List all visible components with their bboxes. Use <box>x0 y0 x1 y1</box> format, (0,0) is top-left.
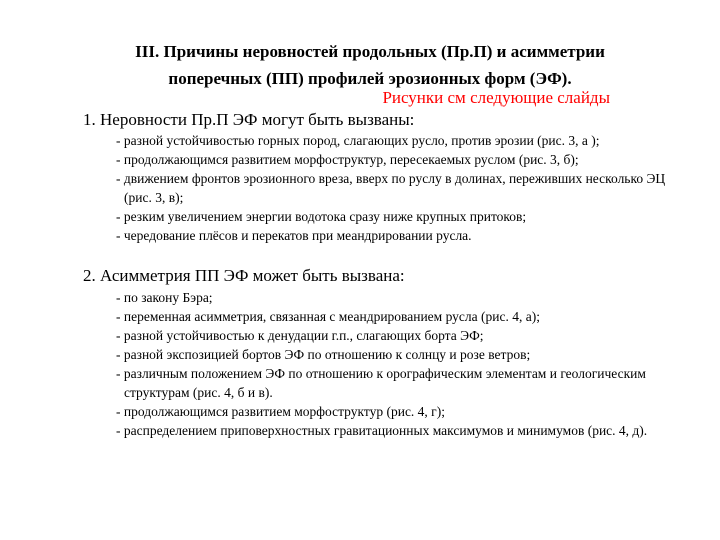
section-1-list <box>116 131 696 245</box>
list-item: - переменная асимметрия, связанная с меандрированием русла (рис. 4, а); <box>116 309 540 324</box>
section-1-heading: 1. Неровности Пр.П ЭФ могут быть вызваны: <box>83 110 415 129</box>
section-2-list <box>116 288 696 440</box>
list-item: - резким увеличением энергии водотока сразу ниже крупных притоков; <box>116 209 527 224</box>
slide-title <box>60 38 680 92</box>
list-item: - продолжающимся развитием морфоструктур (рис. 4, г); <box>116 404 445 419</box>
list-item: - движением фронтов эрозионного вреза, вверх по руслу в долинах, переживших несколько ЭЦ (рис. 3, в); <box>116 171 669 205</box>
list-item: - различным положением ЭФ по отношению к орографическим элементам и геологическим структурам (рис. 4, б и в). <box>116 366 650 400</box>
list-item: - по закону Бэра; <box>116 290 213 305</box>
section-2-heading: 2. Асимметрия ПП ЭФ может быть вызвана: <box>83 266 405 285</box>
list-item: - разной экспозицией бортов ЭФ по отношению к солнцу и розе ветров; <box>116 347 531 362</box>
title-line-2: поперечных (ПП) профилей эрозионных форм (ЭФ). <box>168 69 572 88</box>
title-line-1: III. Причины неровностей продольных (Пр.П) и асимметрии <box>135 42 605 61</box>
list-item: - продолжающимся развитием морфоструктур, пересекаемых руслом (рис. 3, б); <box>116 152 579 167</box>
list-item: - разной устойчивостью горных пород, слагающих русло, против эрозии (рис. 3, а ); <box>116 133 600 148</box>
slide-subtitle: Рисунки см следующие слайды <box>382 88 610 107</box>
list-item: - разной устойчивостью к денудации г.п., слагающих борта ЭФ; <box>116 328 484 343</box>
list-item: - распределением приповерхностных гравитационных максимумов и минимумов (рис. 4, д). <box>116 423 648 438</box>
list-item: - чередование плёсов и перекатов при меандрировании русла. <box>116 228 472 243</box>
